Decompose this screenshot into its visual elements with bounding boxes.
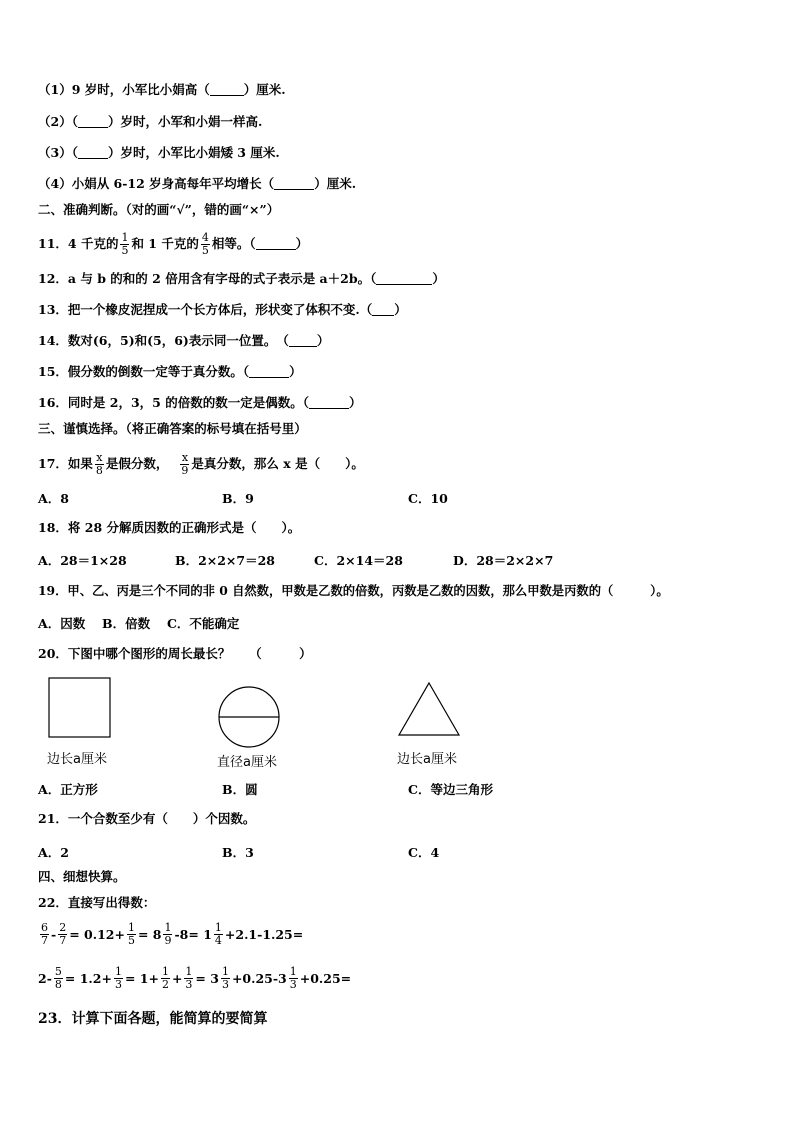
option-b[interactable]: B．圆 bbox=[222, 782, 258, 797]
square-label: 边长a厘米 bbox=[47, 752, 107, 767]
option-b[interactable]: B．9 bbox=[222, 491, 254, 506]
option-b[interactable]: B．2×2×7＝28 bbox=[175, 553, 276, 568]
answer-blank[interactable] bbox=[376, 272, 432, 285]
option-d[interactable]: D．28＝2×2×7 bbox=[453, 553, 554, 568]
fraction: $\frac{1}{3}$ bbox=[185, 965, 193, 991]
option-c[interactable]: C．2×14＝28 bbox=[314, 553, 403, 568]
option-c[interactable]: C．10 bbox=[408, 491, 448, 506]
section-heading-2: 二、准确判断。（对的画“√”，错的画“×”） bbox=[38, 202, 280, 217]
option-c[interactable]: C．等边三角形 bbox=[408, 782, 493, 797]
question-16: 16．同时是 2，3，5 的倍数的数一定是偶数。（ ） bbox=[38, 395, 362, 410]
question-13: 13．把一个橡皮泥捏成一个长方体后，形状变了体积不变.（ ） bbox=[38, 302, 407, 317]
triangle-label: 边长a厘米 bbox=[397, 752, 457, 767]
sub-question-text: （4）小娟从 6-12 岁身高每年平均增长（ bbox=[38, 176, 275, 191]
circle-figure bbox=[217, 685, 281, 749]
option-c[interactable]: C．4 bbox=[408, 845, 440, 860]
option-a[interactable]: A．2 bbox=[38, 845, 69, 860]
triangle-figure bbox=[397, 681, 461, 737]
calc-row-2: 2- $\frac{5}{8}$ = 1.2+ $\frac{1}{3}$ = 1+ $\frac{1}{2}$ + $\frac{1}{3}$ = 3 $\frac{1}{3}$ +0.25-3 $\frac{1}{3}$ +0.25= bbox=[38, 965, 352, 991]
sub-question-text: （3）（ bbox=[38, 145, 78, 160]
fraction: $\frac{5}{8}$ bbox=[54, 965, 62, 991]
fraction: $\frac{4}{5}$ bbox=[201, 231, 209, 257]
fraction: $\frac{x}{8}$ bbox=[95, 451, 103, 477]
question-17: 17．如果 $\frac{x}{8}$ 是假分数， $\frac{x}{9}$ 是真分数，那么 x 是（ ）。 bbox=[38, 451, 364, 477]
option-b[interactable]: B．3 bbox=[222, 845, 254, 860]
question-22: 22．直接写出得数： bbox=[38, 895, 156, 910]
answer-blank[interactable] bbox=[372, 303, 394, 316]
fraction: $\frac{1}{5}$ bbox=[127, 921, 135, 947]
question-12: 12．a 与 b 的和的 2 倍用含有字母的式子表示是 a＋2b。（ ） bbox=[38, 271, 445, 286]
section-heading-4: 四、细想快算。 bbox=[38, 869, 126, 884]
options-row[interactable]: A．因数 B．倍数 C．不能确定 bbox=[38, 616, 240, 631]
question-21: 21．一个合数至少有（ ）个因数。 bbox=[38, 811, 256, 826]
fraction: $\frac{1}{9}$ bbox=[164, 921, 172, 947]
fraction: $\frac{1}{2}$ bbox=[161, 965, 169, 991]
option-a[interactable]: A．8 bbox=[38, 491, 69, 506]
section-heading-3: 三、谨慎选择。（将正确答案的标号填在括号里） bbox=[38, 421, 307, 436]
sub-question-1: （1）9 岁时，小军比小娟高（ ）厘米. bbox=[38, 82, 286, 97]
answer-blank[interactable] bbox=[274, 177, 314, 190]
answer-blank[interactable] bbox=[249, 365, 289, 378]
sub-question-text: （2）（ bbox=[38, 114, 78, 129]
sub-question-2: （2）（ ）岁时，小军和小娟一样高. bbox=[38, 114, 263, 129]
sub-question-4: （4）小娟从 6-12 岁身高每年平均增长（ ）厘米. bbox=[38, 176, 357, 191]
fraction: $\frac{1}{3}$ bbox=[221, 965, 229, 991]
fraction: $\frac{1}{5}$ bbox=[121, 231, 129, 257]
fraction: $\frac{2}{7}$ bbox=[59, 921, 67, 947]
answer-blank[interactable] bbox=[78, 146, 108, 159]
option-a[interactable]: A．正方形 bbox=[38, 782, 98, 797]
answer-blank[interactable] bbox=[256, 237, 296, 250]
fraction: $\frac{6}{7}$ bbox=[41, 921, 48, 947]
question-14: 14．数对(6，5)和(5，6)表示同一位置。 （ ） bbox=[38, 333, 330, 348]
question-18: 18．将 28 分解质因数的正确形式是（ ）。 bbox=[38, 520, 301, 535]
question-23: 23．计算下面各题，能简算的要简算 bbox=[38, 1011, 268, 1027]
answer-blank[interactable] bbox=[210, 83, 244, 96]
answer-blank[interactable] bbox=[309, 396, 349, 409]
fraction: $\frac{x}{9}$ bbox=[181, 451, 189, 477]
sub-question-text: （1）9 岁时，小军比小娟高（ bbox=[38, 82, 210, 97]
calc-row-1: $\frac{6}{7}$ - $\frac{2}{7}$ = 0.12+ $\frac{1}{5}$ = 8 $\frac{1}{9}$ -8= 1 $\frac{1}{4}$ +2.1-1.25= bbox=[41, 921, 304, 947]
question-20: 20．下图中哪个图形的周长最长？ （ ） bbox=[38, 646, 312, 661]
answer-blank[interactable] bbox=[78, 115, 108, 128]
circle-label: 直径a厘米 bbox=[217, 755, 277, 770]
fraction: $\frac{1}{3}$ bbox=[289, 965, 297, 991]
answer-blank[interactable] bbox=[289, 334, 317, 347]
question-11: 11．4 千克的 $\frac{1}{5}$ 和 1 千克的 $\frac{4}{5}$ 相等。（ ） bbox=[38, 231, 309, 257]
square-figure bbox=[48, 677, 112, 739]
fraction: $\frac{1}{3}$ bbox=[114, 965, 122, 991]
fraction: $\frac{1}{4}$ bbox=[214, 921, 222, 947]
option-a[interactable]: A．28＝1×28 bbox=[38, 553, 127, 568]
sub-question-3: （3）（ ）岁时，小军比小娟矮 3 厘米. bbox=[38, 145, 280, 160]
question-19: 19．甲、乙、丙是三个不同的非 0 自然数，甲数是乙数的倍数，丙数是乙数的因数，那么甲数是丙数的（ ）。 bbox=[38, 583, 669, 598]
question-15: 15．假分数的倒数一定等于真分数。（ ） bbox=[38, 364, 302, 379]
